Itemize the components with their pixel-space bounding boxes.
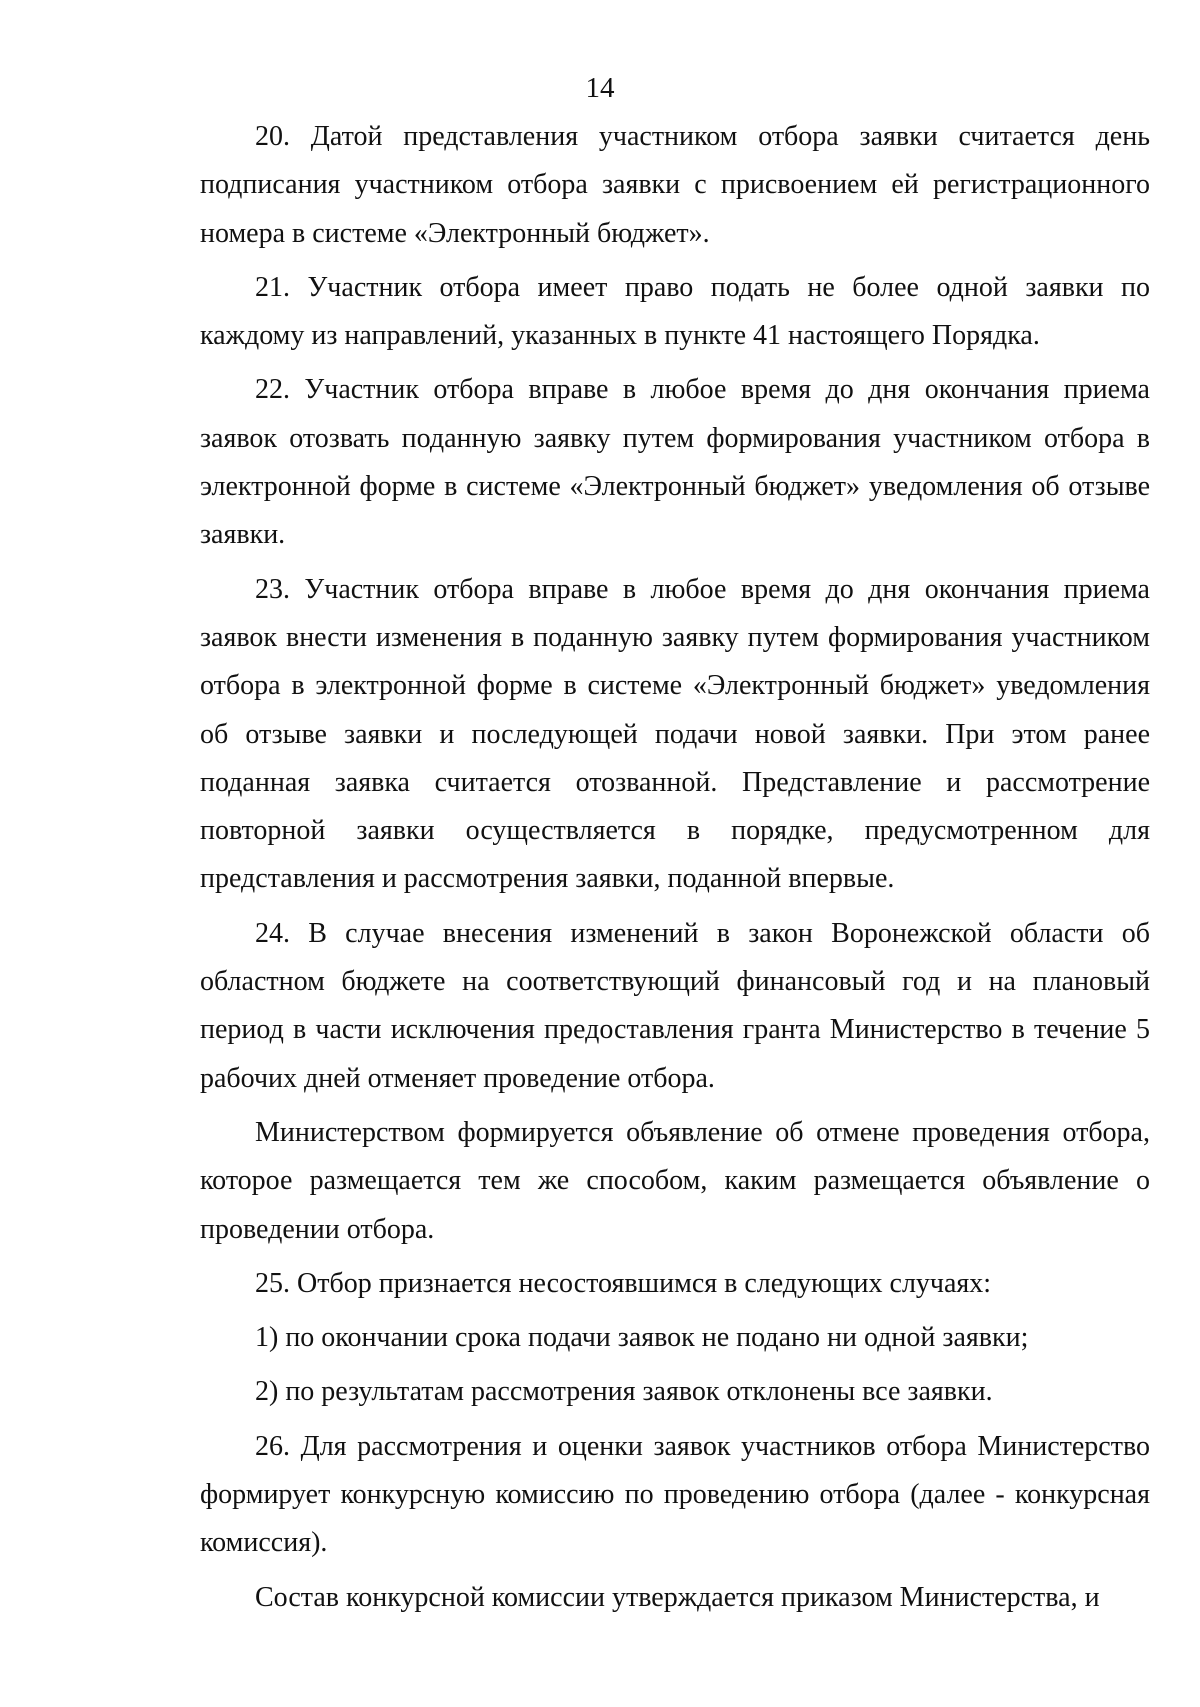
paragraph-26-commission: Состав конкурсной комиссии утверждается приказом Министерства, и — [255, 1581, 1100, 1613]
paragraph-24-cancel-notice: Министерством формируется объявление об отмене проведения отбора, которое размещается тем же способом, каким размещается объявление о проведении отбора. — [200, 1116, 1150, 1245]
paragraph-25: 25. Отбор признается несостоявшимся в следующих случаях: — [255, 1267, 992, 1299]
document-body — [200, 113, 1150, 1628]
paragraph-25-case-2: 2) по результатам рассмотрения заявок отклонены все заявки. — [255, 1376, 993, 1408]
paragraph-23: 23. Участник отбора вправе в любое время до дня окончания приема заявок внести изменения в поданную заявку путем формирования участником отбора в электронной форме в системе «Электронный бюджет» уведомления об отзыве заявки и последующей подачи новой заявки. При этом ранее поданная заявка считается отозванной. Представление и рассмотрение повторной заявки осуществляется в порядке, предусмотренном для представления и рассмотрения заявки, поданной впервые. — [200, 573, 1150, 895]
paragraph-25-case-1: 1) по окончании срока подачи заявок не подано ни одной заявки; — [255, 1322, 1029, 1354]
paragraph-22: 22. Участник отбора вправе в любое время до дня окончания приема заявок отозвать поданную заявку путем формирования участником отбора в электронной форме в системе «Электронный бюджет» уведомления об отзыве заявки. — [200, 374, 1150, 551]
paragraph-24: 24. В случае внесения изменений в закон Воронежской области об областном бюджете на соответствующий финансовый год и на плановый период в части исключения предоставления гранта Министерство в течение 5 рабочих дней отменяет проведение отбора. — [200, 917, 1150, 1094]
paragraph-21: 21. Участник отбора имеет право подать не более одной заявки по каждому из направлений, указанных в пункте 41 настоящего Порядка. — [200, 271, 1150, 352]
paragraph-26: 26. Для рассмотрения и оценки заявок участников отбора Министерство формирует конкурсную комиссию по проведению отбора (далее - конкурсная комиссия). — [200, 1430, 1150, 1559]
paragraph-20: 20. Датой представления участником отбора заявки считается день подписания участником отбора заявки с присвоением ей регистрационного номера в системе «Электронный бюджет». — [200, 121, 1150, 249]
page-number: 14 — [585, 72, 615, 104]
